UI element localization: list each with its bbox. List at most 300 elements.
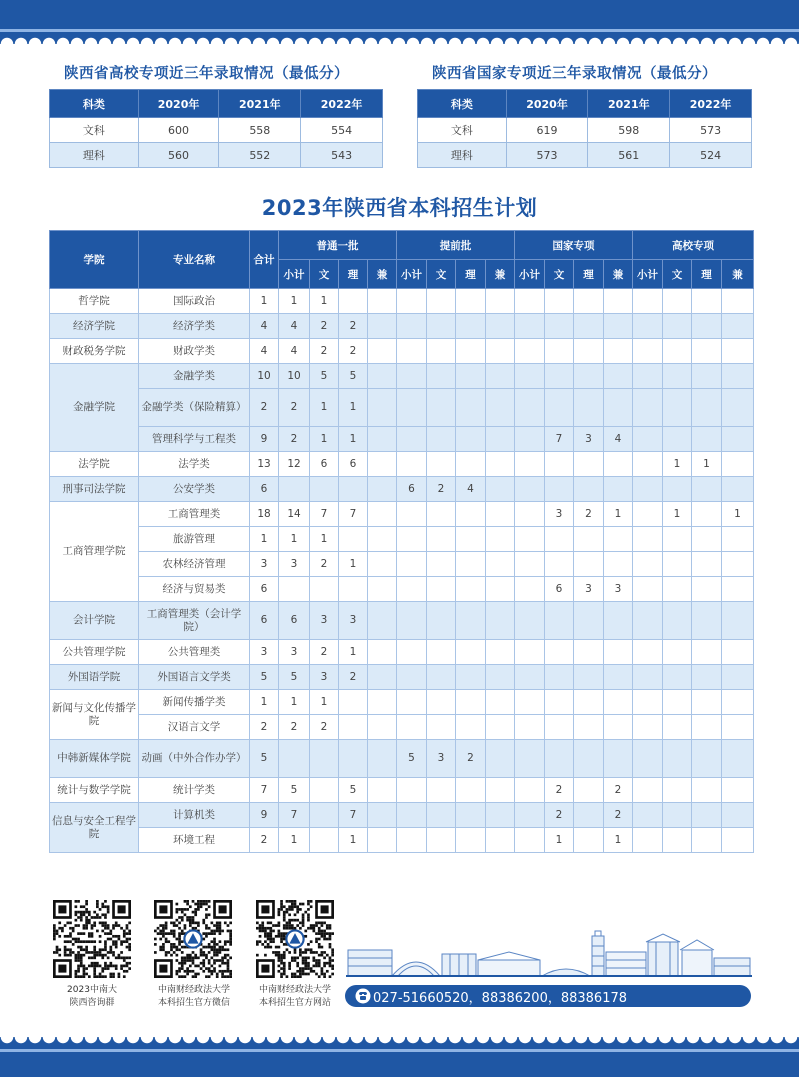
quota-cell [368, 577, 397, 602]
quota-cell [692, 602, 722, 640]
quota-cell: 6 [279, 602, 310, 640]
major-name: 财政学类 [139, 339, 250, 364]
quota-cell [515, 527, 545, 552]
quota-cell [663, 803, 692, 828]
quota-cell [663, 640, 692, 665]
quota-cell [486, 602, 515, 640]
major-name: 管理科学与工程类 [139, 427, 250, 452]
quota-cell: 7 [545, 427, 574, 452]
quota-cell [368, 427, 397, 452]
quota-cell [427, 803, 456, 828]
sub-header: 理 [574, 260, 604, 289]
quota-cell [633, 502, 663, 527]
quota-cell [486, 339, 515, 364]
quota-cell [397, 502, 427, 527]
sub-header: 兼 [486, 260, 515, 289]
quota-cell [397, 552, 427, 577]
qr-label-line: 陕西咨询群 [69, 997, 115, 1008]
school-name: 信息与安全工程学院 [50, 803, 139, 853]
school-name: 金融学院 [50, 364, 139, 452]
quota-cell: 1 [339, 389, 368, 427]
quota-cell [368, 552, 397, 577]
total-cell: 3 [250, 552, 279, 577]
qr-code-consult-group[interactable] [53, 900, 131, 978]
quota-cell [663, 527, 692, 552]
table-row [50, 452, 754, 477]
quota-cell [633, 665, 663, 690]
quota-cell: 6 [397, 477, 427, 502]
quota-cell [633, 602, 663, 640]
school-name: 会计学院 [50, 602, 139, 640]
quota-cell [692, 828, 722, 853]
qr-label-website [240, 984, 350, 1009]
quota-cell: 4 [604, 427, 633, 452]
col-school: 学院 [50, 231, 139, 289]
col-major: 专业名称 [139, 231, 250, 289]
quota-cell [368, 389, 397, 427]
quota-cell [427, 690, 456, 715]
total-cell: 2 [250, 389, 279, 427]
quota-cell: 1 [310, 527, 339, 552]
quota-cell: 5 [310, 364, 339, 389]
quota-cell [368, 364, 397, 389]
quota-cell [692, 577, 722, 602]
quota-cell [692, 339, 722, 364]
table-row [50, 289, 754, 314]
quota-cell [515, 640, 545, 665]
table-row [50, 339, 754, 364]
total-cell: 18 [250, 502, 279, 527]
quota-cell [574, 364, 604, 389]
quota-cell [545, 602, 574, 640]
sub-header: 小计 [633, 260, 663, 289]
quota-cell [574, 289, 604, 314]
quota-cell [722, 527, 754, 552]
quota-cell [574, 715, 604, 740]
quota-cell [397, 715, 427, 740]
quota-cell [486, 740, 515, 778]
perforation [0, 1037, 799, 1044]
campus-skyline-illustration [346, 930, 752, 978]
quota-cell [633, 828, 663, 853]
quota-cell: 2 [279, 715, 310, 740]
school-name: 工商管理学院 [50, 502, 139, 602]
quota-cell: 1 [692, 452, 722, 477]
quota-cell [545, 690, 574, 715]
table-cell: 558 [219, 118, 301, 143]
quota-cell [574, 477, 604, 502]
quota-cell [486, 527, 515, 552]
sub-header: 理 [692, 260, 722, 289]
quota-cell [722, 640, 754, 665]
quota-cell [574, 803, 604, 828]
quota-cell [339, 289, 368, 314]
quota-cell [633, 364, 663, 389]
border-stripe [0, 1049, 799, 1052]
quota-cell [456, 640, 486, 665]
quota-cell [663, 289, 692, 314]
quota-cell [397, 665, 427, 690]
quota-cell [339, 477, 368, 502]
quota-cell [722, 477, 754, 502]
quota-cell [397, 339, 427, 364]
total-cell: 6 [250, 577, 279, 602]
quota-cell [397, 602, 427, 640]
quota-cell [692, 389, 722, 427]
table-row [50, 602, 754, 640]
total-cell: 10 [250, 364, 279, 389]
quota-cell [633, 477, 663, 502]
quota-cell [427, 364, 456, 389]
quota-cell [486, 690, 515, 715]
major-name: 公共管理类 [139, 640, 250, 665]
qr-label-wechat [139, 984, 249, 1009]
quota-cell: 1 [339, 427, 368, 452]
quota-cell: 2 [604, 778, 633, 803]
quota-cell [456, 577, 486, 602]
quota-cell: 3 [279, 552, 310, 577]
quota-cell: 1 [722, 502, 754, 527]
total-cell: 4 [250, 339, 279, 364]
quota-cell [663, 715, 692, 740]
quota-cell: 2 [310, 640, 339, 665]
quota-cell: 4 [456, 477, 486, 502]
school-name: 公共管理学院 [50, 640, 139, 665]
total-cell: 2 [250, 715, 279, 740]
quota-cell: 1 [604, 502, 633, 527]
major-name: 经济与贸易类 [139, 577, 250, 602]
quota-cell [574, 602, 604, 640]
total-cell: 1 [250, 527, 279, 552]
quota-cell [515, 715, 545, 740]
quota-cell [545, 452, 574, 477]
quota-cell [397, 577, 427, 602]
quota-cell [427, 602, 456, 640]
table-a-title: 陕西省高校专项近三年录取情况（最低分） [64, 66, 349, 82]
quota-cell [515, 339, 545, 364]
quota-cell [339, 740, 368, 778]
quota-cell [397, 364, 427, 389]
quota-cell [692, 665, 722, 690]
quota-cell [515, 803, 545, 828]
quota-cell: 2 [279, 389, 310, 427]
bottom-border [0, 1037, 799, 1077]
table-b-header: 科类 [418, 90, 507, 118]
table-a-header: 2020年 [138, 90, 219, 118]
table-cell: 理科 [418, 143, 507, 168]
quota-cell [486, 364, 515, 389]
qr-code-website[interactable] [256, 900, 334, 978]
table-cell: 524 [670, 143, 752, 168]
quota-cell [604, 552, 633, 577]
major-name: 计算机类 [139, 803, 250, 828]
quota-cell [279, 477, 310, 502]
school-name: 刑事司法学院 [50, 477, 139, 502]
quota-cell [722, 828, 754, 853]
quota-cell [722, 364, 754, 389]
sub-header: 文 [663, 260, 692, 289]
quota-cell [633, 314, 663, 339]
table-row [50, 364, 754, 389]
quota-cell [663, 778, 692, 803]
quota-cell: 7 [310, 502, 339, 527]
quota-cell [692, 289, 722, 314]
school-name: 哲学院 [50, 289, 139, 314]
quota-cell [368, 339, 397, 364]
quota-cell [397, 314, 427, 339]
quota-cell [456, 339, 486, 364]
quota-cell [545, 477, 574, 502]
quota-cell [368, 289, 397, 314]
table-cell: 619 [506, 118, 588, 143]
table-cell: 552 [219, 143, 301, 168]
quota-cell [574, 640, 604, 665]
sub-header: 兼 [604, 260, 633, 289]
quota-cell [633, 389, 663, 427]
major-name: 动画（中外合作办学） [139, 740, 250, 778]
total-cell: 9 [250, 803, 279, 828]
quota-cell [456, 502, 486, 527]
sub-header: 文 [545, 260, 574, 289]
table-b-header: 2020年 [506, 90, 588, 118]
quota-cell [310, 477, 339, 502]
quota-cell: 1 [310, 389, 339, 427]
qr-label-line: 中南财经政法大学 [258, 985, 331, 995]
quota-cell [604, 389, 633, 427]
quota-cell [279, 577, 310, 602]
qr-label-line: 本科招生官方网站 [258, 997, 331, 1008]
quota-cell [722, 740, 754, 778]
sub-header: 理 [339, 260, 368, 289]
group-header: 国家专项 [515, 231, 633, 260]
quota-cell [722, 715, 754, 740]
quota-cell [692, 690, 722, 715]
major-name: 金融学类 [139, 364, 250, 389]
quota-cell [427, 552, 456, 577]
quota-cell [574, 740, 604, 778]
quota-cell: 3 [574, 577, 604, 602]
table-row [50, 118, 383, 143]
qr-code-wechat[interactable] [154, 900, 232, 978]
quota-cell: 2 [604, 803, 633, 828]
quota-cell [397, 778, 427, 803]
quota-cell: 2 [279, 427, 310, 452]
quota-cell: 1 [339, 640, 368, 665]
table-row [50, 502, 754, 527]
quota-cell [368, 715, 397, 740]
table-a [49, 89, 383, 168]
quota-cell: 6 [310, 452, 339, 477]
quota-cell: 3 [604, 577, 633, 602]
quota-cell [310, 828, 339, 853]
quota-cell: 6 [339, 452, 368, 477]
quota-cell: 7 [279, 803, 310, 828]
total-cell: 3 [250, 640, 279, 665]
quota-cell: 3 [310, 602, 339, 640]
total-cell: 4 [250, 314, 279, 339]
quota-cell [692, 778, 722, 803]
quota-cell [663, 740, 692, 778]
quota-cell [486, 477, 515, 502]
quota-cell [604, 452, 633, 477]
quota-cell [339, 527, 368, 552]
table-row [50, 803, 754, 828]
table-cell: 543 [301, 143, 383, 168]
sub-header: 理 [456, 260, 486, 289]
phone-numbers[interactable]: 027-51660520，88386200，88386178 [373, 990, 628, 1006]
quota-cell [456, 314, 486, 339]
group-header: 普通一批 [279, 231, 397, 260]
quota-cell [574, 552, 604, 577]
quota-cell [515, 289, 545, 314]
quota-cell [486, 640, 515, 665]
quota-cell [486, 778, 515, 803]
quota-cell [633, 427, 663, 452]
quota-cell: 4 [279, 339, 310, 364]
quota-cell [692, 502, 722, 527]
quota-cell: 2 [310, 314, 339, 339]
quota-cell [397, 289, 427, 314]
quota-cell: 1 [279, 828, 310, 853]
quota-cell [604, 364, 633, 389]
quota-cell [545, 314, 574, 339]
sub-header: 兼 [368, 260, 397, 289]
major-name: 旅游管理 [139, 527, 250, 552]
quota-cell [368, 640, 397, 665]
table-b-header: 2022年 [670, 90, 752, 118]
quota-cell: 5 [397, 740, 427, 778]
quota-cell [515, 690, 545, 715]
quota-cell [515, 314, 545, 339]
table-row [50, 143, 383, 168]
quota-cell [633, 740, 663, 778]
quota-cell [633, 803, 663, 828]
quota-cell: 2 [310, 715, 339, 740]
quota-cell [368, 665, 397, 690]
quota-cell [427, 427, 456, 452]
quota-cell [604, 289, 633, 314]
quota-cell [604, 740, 633, 778]
quota-cell [692, 427, 722, 452]
table-cell: 573 [670, 118, 752, 143]
table-cell: 554 [301, 118, 383, 143]
quota-cell [486, 552, 515, 577]
quota-cell [368, 452, 397, 477]
quota-cell [574, 665, 604, 690]
quota-cell [692, 740, 722, 778]
table-row [50, 740, 754, 778]
school-name: 中韩新媒体学院 [50, 740, 139, 778]
major-name: 汉语言文学 [139, 715, 250, 740]
school-name: 经济学院 [50, 314, 139, 339]
quota-cell: 5 [339, 778, 368, 803]
quota-cell: 3 [427, 740, 456, 778]
quota-cell [515, 602, 545, 640]
plan-table [49, 230, 754, 853]
table-row [50, 690, 754, 715]
quota-cell [604, 527, 633, 552]
group-header: 提前批 [397, 231, 515, 260]
quota-cell [397, 690, 427, 715]
quota-cell [633, 690, 663, 715]
quota-cell [486, 577, 515, 602]
quota-cell [604, 640, 633, 665]
school-name: 新闻与文化传播学院 [50, 690, 139, 740]
quota-cell [427, 502, 456, 527]
quota-cell [722, 314, 754, 339]
quota-cell [456, 527, 486, 552]
major-name: 法学类 [139, 452, 250, 477]
table-row [50, 778, 754, 803]
quota-cell [545, 527, 574, 552]
quota-cell [663, 577, 692, 602]
quota-cell [310, 577, 339, 602]
quota-cell [486, 502, 515, 527]
border-stripe [0, 29, 799, 32]
quota-cell: 3 [310, 665, 339, 690]
quota-cell: 2 [545, 778, 574, 803]
table-row [50, 477, 754, 502]
qr-label-line: 2023中南大 [67, 985, 117, 995]
quota-cell [397, 803, 427, 828]
quota-cell [368, 602, 397, 640]
table-cell: 561 [588, 143, 670, 168]
quota-cell [633, 715, 663, 740]
table-row [50, 527, 754, 552]
quota-cell [456, 602, 486, 640]
quota-cell [574, 828, 604, 853]
table-row [50, 314, 754, 339]
total-cell: 9 [250, 427, 279, 452]
quota-cell [456, 427, 486, 452]
quota-cell [633, 577, 663, 602]
quota-cell: 1 [339, 828, 368, 853]
quota-cell [574, 339, 604, 364]
quota-cell [397, 828, 427, 853]
quota-cell: 2 [545, 803, 574, 828]
quota-cell [515, 552, 545, 577]
quota-cell [456, 778, 486, 803]
quota-cell [604, 690, 633, 715]
quota-cell [397, 527, 427, 552]
quota-cell [427, 339, 456, 364]
quota-cell [663, 690, 692, 715]
sub-header: 文 [310, 260, 339, 289]
quota-cell: 6 [545, 577, 574, 602]
quota-cell [722, 389, 754, 427]
quota-cell [722, 665, 754, 690]
quota-cell [427, 389, 456, 427]
quota-cell [545, 289, 574, 314]
quota-cell [368, 803, 397, 828]
quota-cell [663, 364, 692, 389]
quota-cell [633, 778, 663, 803]
quota-cell [456, 715, 486, 740]
quota-cell: 5 [279, 665, 310, 690]
quota-cell [692, 364, 722, 389]
quota-cell: 14 [279, 502, 310, 527]
quota-cell [515, 427, 545, 452]
top-border [0, 0, 799, 44]
quota-cell [279, 740, 310, 778]
quota-cell: 1 [310, 289, 339, 314]
quota-cell [456, 552, 486, 577]
quota-cell [663, 427, 692, 452]
total-cell: 2 [250, 828, 279, 853]
quota-cell: 1 [604, 828, 633, 853]
phone-bar [345, 985, 751, 1007]
quota-cell [456, 828, 486, 853]
